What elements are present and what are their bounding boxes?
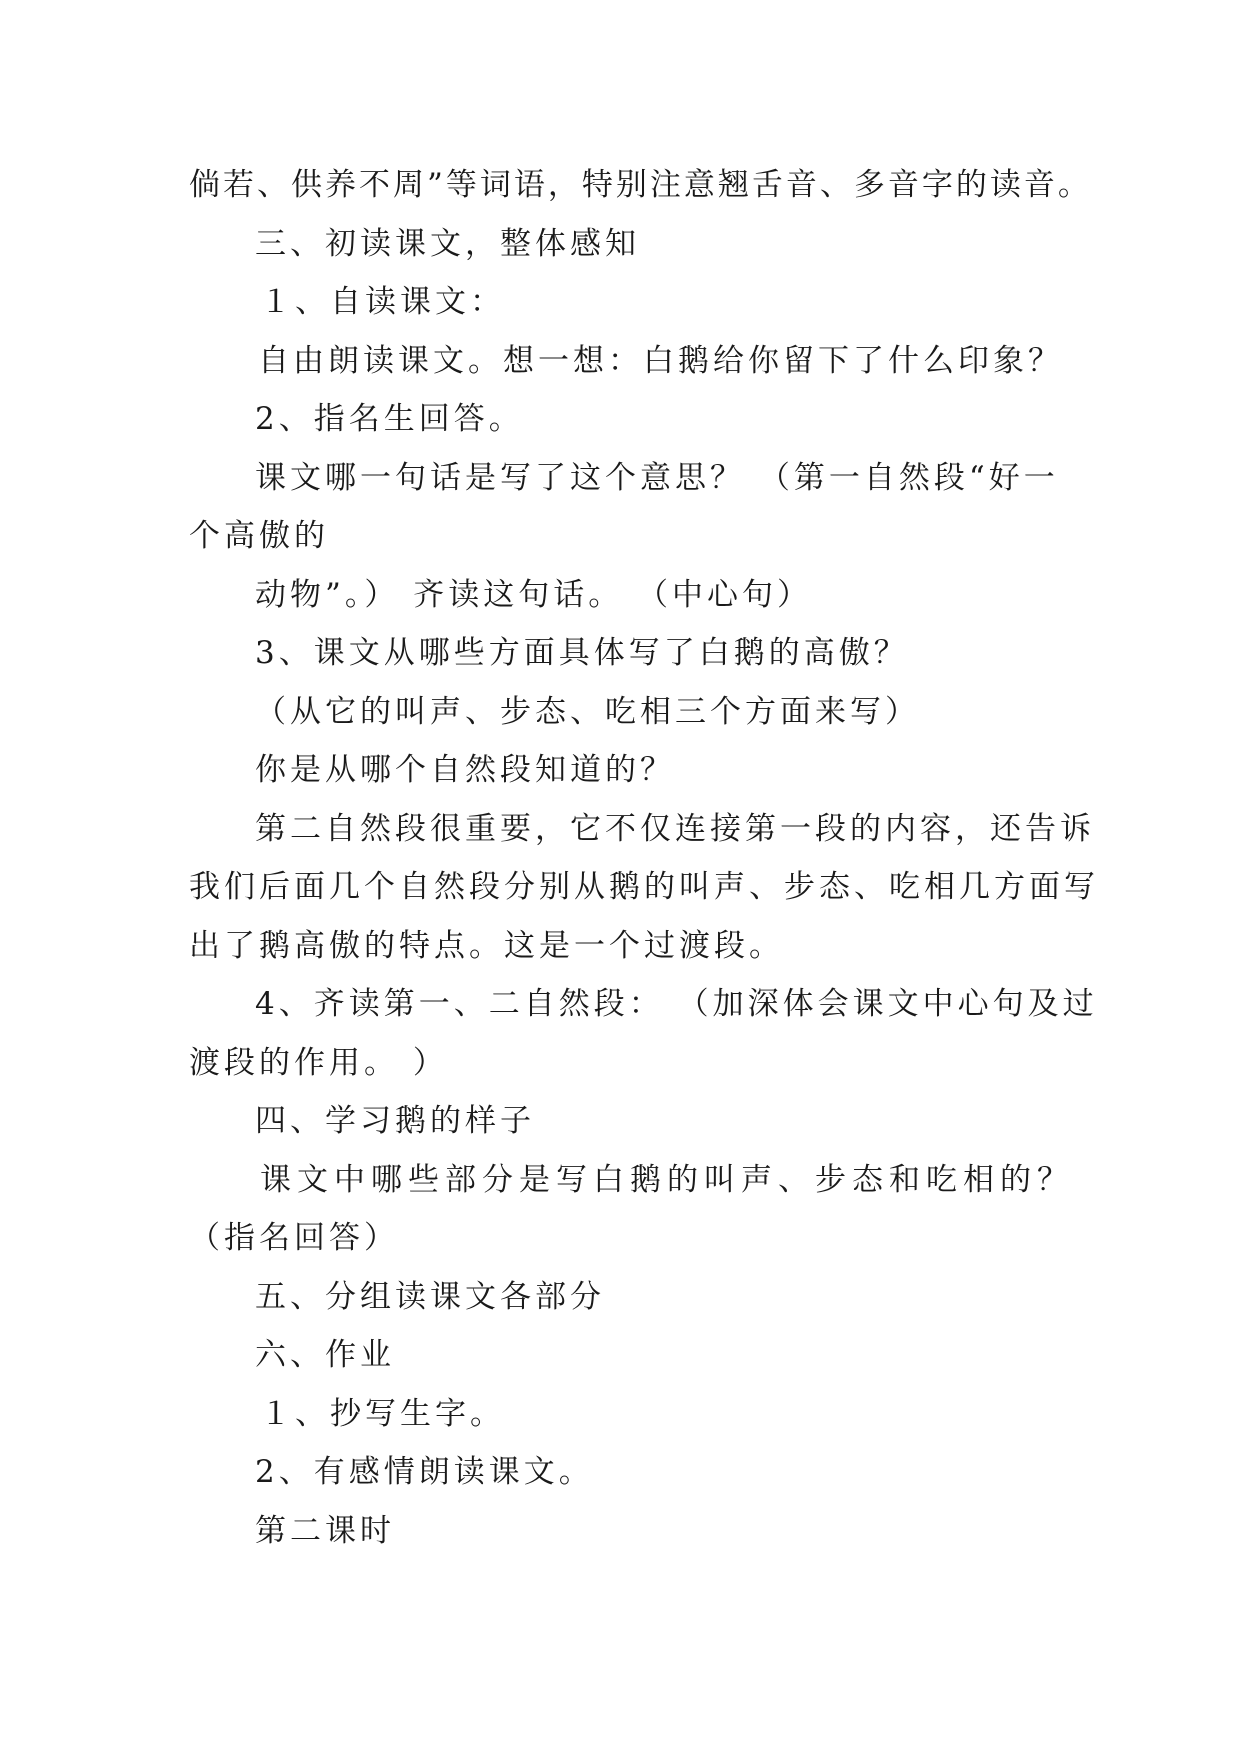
text-line: （指名回答）: [189, 1220, 399, 1256]
section-heading: 五、分组读课文各部分: [255, 1279, 605, 1315]
text-line: 3、课文从哪些方面具体写了白鹅的高傲？: [255, 635, 909, 671]
text-line: 我们后面几个自然段分别从鹅的叫声、步态、吃相几方面写: [189, 869, 1099, 905]
text-line: 渡段的作用。 ）: [189, 1045, 448, 1081]
text-line: 出了鹅高傲的特点。这是一个过渡段。: [189, 928, 784, 964]
text-line: 自由朗读课文。想一想：白鹅给你留下了什么印象？: [258, 343, 1063, 379]
text-line: 4、齐读第一、二自然段： （加深体会课文中心句及过: [255, 986, 1098, 1022]
text-line: １、自读课文：: [260, 284, 505, 320]
text-line: 课文哪一句话是写了这个意思？ （第一自然段“好一: [255, 460, 1059, 496]
text-line: 课文中哪些部分是写白鹅的叫声、步态和吃相的？: [260, 1162, 1074, 1198]
section-heading: 四、学习鹅的样子: [255, 1103, 535, 1139]
text-line: 个高傲的: [189, 518, 329, 554]
text-line: 2、有感情朗读课文。: [255, 1454, 594, 1490]
text-line: 你是从哪个自然段知道的？: [255, 752, 675, 788]
section-heading: 六、作业: [255, 1337, 395, 1373]
text-line: 动物”。） 齐读这句话。 （中心句）: [255, 577, 813, 613]
text-line: 倘若、供养不周”等词语，特别注意翘舌音、多音字的读音。: [189, 167, 1092, 203]
section-heading: 三、初读课文，整体感知: [255, 226, 640, 262]
text-line: １、抄写生字。: [260, 1396, 505, 1432]
text-line: （从它的叫声、步态、吃相三个方面来写）: [255, 694, 920, 730]
text-line: 2、指名生回答。: [255, 401, 524, 437]
section-heading: 第二课时: [255, 1513, 395, 1549]
text-line: 第二自然段很重要，它不仅连接第一段的内容，还告诉: [255, 811, 1095, 847]
